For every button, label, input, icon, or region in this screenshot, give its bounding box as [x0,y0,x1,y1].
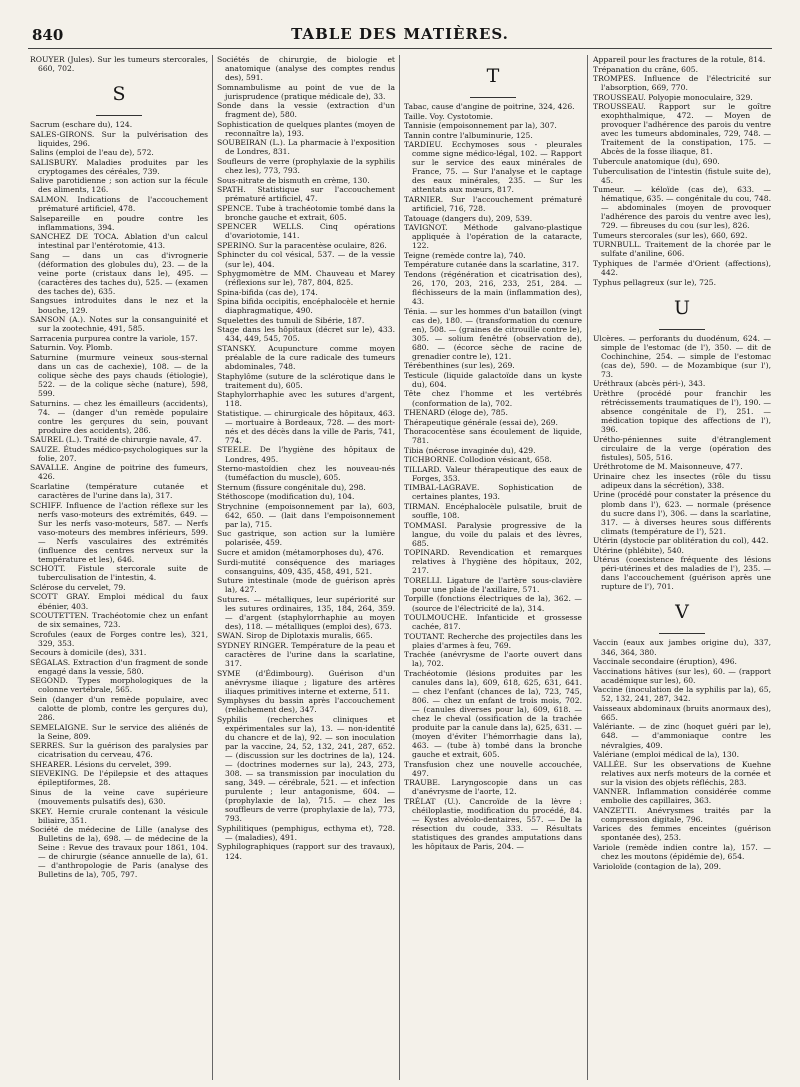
index-entry: Syphilitiques (pemphigus, ecthyma et), 728. — (maladies), 491. [217,823,395,842]
index-entry: Saturnin. Voy. Plomb. [30,343,113,353]
index-entry: Sociétés de chirurgie, de biologie et anatomique (analyse des comptes rendus des), 591. [217,55,395,83]
index-entry: SEGOND. Types morphologiques de la colonne vertébrale, 565. [30,676,208,695]
index-entry: SWAN. Sirop de Diplotaxis muralis, 665. [217,631,373,641]
index-entry: SANSON (A.). Notes sur la consanguinité et sur la zootechnie, 491, 585. [30,315,208,334]
index-entry: SAVALLE. Angine de poitrine des fumeurs, 426. [30,463,208,482]
section-letter: T [486,65,500,87]
index-entry: Urinaire chez les insectes (rôle du tissu adipeux dans la sécrétion), 338. [593,471,771,490]
index-entry: SAUZE. Études médico-psychologiques sur la folie, 207. [30,444,208,463]
index-entry: Taille. Voy. Cystotomie. [404,111,493,121]
index-entry: Tannin contre l'albuminurie, 125. [404,130,533,140]
index-entry: SCHIFF. Influence de l'action réflexe sur les nerfs vaso-moteurs des extrémités, 649. — Sur les nerfs vaso-moteurs, 587. — Nerfs vaso-moteurs des membres inférieurs, 599. — Nerfs vasculaires des extrémités (influence des centres nerveux sur la température et les), 646. [30,500,208,564]
index-entry: Trachéotomie (lésions produites par les canules dans la), 609, 618, 625, 631, 641. — chez l'enfant (chances de la), 723, 745, 806. — chez un enfant de trois mois, 702. — (canules diverses pour la), 609, 618. — chez le cheval (ossification de la trachée produite par la canule dans la), 625, 631. — (moyen d'éviter l'hémorrhagie dans la), 463. — (tube à) tombé dans la bronche gauche et extrait, 605. [404,668,582,760]
index-entry: Sophistication de quelques plantes (moyen de reconnaître la), 193. [217,119,395,138]
index-entry: SÉGALAS. Extraction d'un fragment de sonde engagé dans la vessie, 580. [30,657,208,676]
index-entry: Sangsues introduites dans le nez et la bouche, 129. [30,296,208,315]
index-entry: Typhiques de l'armée d'Orient (affections), 442. [593,259,771,278]
index-entry: STANSKY. Acupuncture comme moyen préalable de la cure radicale des tumeurs abdominales, 748. [217,343,395,372]
index-entry: TARNIER. Sur l'accouchement prématuré artificiel, 716, 728. [404,194,582,214]
index-entry: TURNBULL. Traitement de la chorée par le sulfate d'aniline, 606. [593,240,771,259]
index-entry: SALMON. Indications de l'accouchement prématuré artificiel, 478. [30,194,208,214]
index-entry: Uréthraux (abcès péri-), 343. [593,379,706,389]
index-entry: Tête chez l'homme et les vertébrés (conformation de la), 702. [404,389,582,408]
index-column-1 [30,55,208,1080]
index-entry: ROUYER (Jules). Sur les tumeurs stercorales, 660, 702. [30,55,208,74]
index-entry: Tubercule anatomique (du), 690. [593,157,720,167]
index-entry: SYDNEY RINGER. Température de la peau et caractères de l'urine dans la scarlatine, 317. [217,640,395,669]
index-entry: Sphincter du col vésical, 537. — de la vessie (sur le), 404. [217,250,395,269]
index-entry: Symphyses du bassin après l'accouchement (relâchement des), 347. [217,696,395,715]
index-entry: TORELLI. Ligature de l'artère sous-clavière pour une plaie de l'axillaire, 571. [404,575,582,594]
index-entry: Staphylorrhaphie avec les sutures d'argent, 118. [217,390,395,409]
index-entry: Secours à domicile (des), 331. [30,648,147,658]
index-entry: Sphygmomètre de MM. Chauveau et Marey (réflexions sur le), 787, 804, 825. [217,269,395,288]
section-rule [659,633,705,634]
index-entry: SPATH. Statistique sur l'accouchement prématuré artificiel, 47. [217,185,395,204]
index-entry: Thérapeutique générale (essai de), 269. [404,417,558,427]
index-entry: Vaisseaux abdominaux (bruits anormaux des), 665. [593,703,771,722]
index-entry: TOMMASI. Paralysie progressive de la langue, du voile du palais et des lèvres, 685. [404,520,582,548]
index-entry: Sang — dans un cas d'ivrognerie (déformation des globules du), 23. — de la veine porte (cristaux dans le), 495. — (caractères des taches du), 525. — (examen des taches de), 635. [30,250,208,296]
index-entry: Strychnine (empoisonnement par la), 603, 642, 650. — (lait dans l'empoisonnement par la), 715. [217,501,395,529]
index-entry: Sacrum (eschare du), 124. [30,120,133,130]
index-entry: Surdi-mutité conséquence des mariages consanguins, 409, 435, 458, 491, 521. [217,557,395,576]
index-entry: Sucre et amidon (métamorphoses du), 476. [217,547,384,557]
column-divider [212,55,213,1080]
index-entry: Valériante. — de zinc (hoquet guéri par le), 648. — d'ammoniaque contre les névralgies, 409. [593,722,771,750]
index-entry: SCOTT GRAY. Emploi médical du faux ébénier, 403. [30,592,208,611]
index-entry: Sclérose du cervelet, 79. [30,582,126,592]
index-entry: Urétho-péniennes suite d'étranglement circulaire de la verge (opération des fistules), 505, 516. [593,434,771,462]
index-entry: Staphylôme (suture de la sclérotique dans le traitement du), 605. [217,371,395,390]
index-entry: Salins (emploi de l'eau de), 572. [30,148,154,158]
index-entry: Varices des femmes enceintes (guérison spontanée des), 253. [593,824,771,843]
index-entry: TAVIGNOT. Méthode galvano-plastique appliquée à l'opération de la cataracte, 122. [404,223,582,251]
index-entry: VANNER. Inflammation considérée comme embolie des capillaires, 363. [593,787,771,806]
index-entry: Typhus pellagreux (sur le), 725. [593,277,717,287]
column-divider [399,55,400,1080]
index-entry: SCHOTT. Fistule stercorale suite de tuberculisation de l'intestin, 4. [30,564,208,583]
index-entry: STEELE. De l'hygiène des hôpitaux de Londres, 495. [217,445,395,464]
index-entry: Scarlatine (température cutanée et caractères de l'urine dans la), 317. [30,481,208,500]
index-entry: Sonde dans la vessie (extraction d'un fragment de), 580. [217,101,395,120]
index-entry: Thoracocentèse sans écoulement de liquide, 781. [404,427,582,446]
index-entry: Vaccinations hâtives (sur les), 60. — (rapport académique sur les), 60. [593,666,771,685]
index-entry: Tuberculisation de l'intestin (fistule suite de), 45. [593,166,771,185]
index-entry: Sous-nitrate de bismuth en crème, 130. [217,175,370,185]
index-entry: Sutures. — métalliques, leur supériorité sur les sutures ordinaires, 135, 184, 264, 359. — d'argent (staphylorrhaphie au moyen des), 118. — métalliques (emploi des), 673. [217,594,395,631]
index-entry: Valériane (emploi médical de la), 130. [593,750,740,760]
index-entry: SALES-GIRONS. Sur la pulvérisation des liquides, 296. [30,129,208,148]
index-entry: VALLÉE. Sur les observations de Kuehne relatives aux nerfs moteurs de la cornée et sur la vision des objets réfléchis, 283. [593,759,771,787]
index-entry: Syphilographiques (rapport sur des travaux), 124. [217,842,395,861]
index-entry: Utérus (coexistence fréquente des lésions péri-utérines et des maladies de l'), 235. — dans l'accouchement (guérison après une rupture de l'), 701. [593,555,771,592]
index-column-2 [217,55,395,1080]
index-entry: Tatouage (dangers du), 209, 539. [404,213,533,223]
index-entry: Sarracenia purpurea contre la variole, 157. [30,333,198,343]
index-entry: TROMPES. Influence de l'électricité sur l'absorption, 669, 770. [593,74,771,93]
index-entry: SCOUTETTEN. Trachéotomie chez un enfant de six semaines, 723. [30,611,208,630]
index-entry: TOPINARD. Revendication et remarques relatives à l'hygiène des hôpitaux, 202, 217. [404,548,582,576]
index-entry: TRAUBE. Laryngoscopie dans un cas d'anévrysme de l'aorte, 12. [404,778,582,797]
index-entry: SPENCER WELLS. Cinq opérations d'ovariotomie, 141. [217,222,395,241]
index-entry: Vaccin (eaux aux jambes origine du), 337, 346, 364, 380. [593,638,771,657]
index-entry: Sein (danger d'un remède populaire, avec calotte de plomb, contre les gerçures du), 286. [30,695,208,723]
index-entry: SKEY. Hernie crurale contenant la vésicule biliaire, 351. [30,806,208,825]
running-title: TABLE DES MATIÈRES. [291,25,509,43]
index-entry: Statistique. — chirurgicale des hôpitaux, 463. — mortuaire à Bordeaux, 728. — des mort-nés et des décès dans la ville de Paris, 741, 774. [217,408,395,445]
index-entry: Urèthre (procédé pour franchir les rétrécissements traumatiques de l'), 190. — absence congénitale de l'), 251. — médication topique des affections de l'), 396. [593,388,771,435]
section-letter: U [673,296,690,319]
index-entry: Transfusion chez une nouvelle accouchée, 497. [404,759,582,778]
section-rule [659,329,705,330]
index-entry: Uréthrotome de M. Maisonneuve, 477. [593,462,743,472]
index-entry: SPERINO. Sur la paracentèse oculaire, 826. [217,240,387,250]
index-entry: Térébenthines (sur les), 269. [404,361,515,371]
index-entry: Salsepareille en poudre contre les inflammations, 394. [30,213,208,232]
index-entry: SALISBURY. Maladies produites par les cryptogames des céréales, 739. [30,157,208,176]
index-entry: TARDIEU. Ecchymoses sous - pleurales comme signe médico-légal, 102. — Rapport sur le service des eaux minérales de France, 75. — Sur l'analyse et le captage des eaux minérales, 235. — Sur les attentats aux mœurs, 817. [404,140,582,195]
index-entry: Température cutanée dans la scarlatine, 317. [404,260,580,270]
index-entry: SPENCE. Tube à trachéotomie tombé dans la bronche gauche et extrait, 605. [217,203,395,222]
index-entry: Ténia. — sur les hommes d'un bataillon (vingt cas de), 180. — (transformation du cœnure en), 508. — (graines de citrouille contre le), 305. — solium fenêtré (observation de), 680. — (écorce sèche de racine de grenadier contre le), 121. [404,306,582,361]
index-entry: TIMBAL-LAGRAVE. Sophistication de certaines plantes, 193. [404,483,582,502]
index-entry: Trachée (anévrysme de l'aorte ouvert dans la), 702. [404,650,582,669]
section-letter: S [112,83,126,106]
section-rule [470,97,516,98]
index-entry: TILLARD. Valeur thérapeutique des eaux de Forges, 353. [404,464,582,483]
index-entry: SHEARER. Lésions du cervelet, 399. [30,759,172,769]
index-entry: Tabac, cause d'angine de poitrine, 324, 426. [404,102,575,111]
index-entry: Spina-bifida (cas de), 174. [217,287,318,297]
index-entry: VANZETTI. Anévrysmes traités par la compression digitale, 796. [593,805,771,824]
index-entry: Ulcères. — perforants du duodénum, 624. — simple de l'estomac (de l'), 350. — dit de Cochinchine, 254. — simple de l'estomac (cas de), 590. — de Mozambique (sur l'), 73. [593,333,771,379]
index-entry: TICHBORNE. Collodion vésicant, 658. [404,455,552,465]
index-entry: Testicule (liquide galactoïde dans un kyste du), 604. [404,370,582,389]
index-entry: Sternum (fissure congénitale du), 298. [217,482,366,492]
index-entry: TROUSSEAU. Polyopie monoculaire, 329. [593,92,753,102]
index-entry: Urine (procédé pour constater la présence du plomb dans l'), 623. — normale (présence du sucre dans l'), 306. — dans la scarlatine, 317. — à diverses heures sous différents climats (température de l'), 521. [593,490,771,536]
index-column-3 [404,55,582,1080]
index-entry: Stéthoscope (modification du), 104. [217,492,355,502]
index-entry: Tannisie (empoisonnement par la), 307. [404,121,557,131]
index-entry: Syphilis (recherches cliniques et expérimentales sur la), 13. — non-identité du chancre et de la), 92. — son inoculation par la vaccine, 24, 52, 132, 241, 287, 652. — (discussion sur les doctrines de la), 124. — (doctrines modernes sur la), 243, 273, 308. — sa transmission par inoculation du sang, 349. — cérébrale, 521. — et infection purulente ; leur antagonisme, 604. — (prophylaxie de la), 715. — chez les souffleurs de verre (prophylaxie de la), 773, 793. [217,714,395,824]
index-entry: SEMELAIGNE. Sur le service des aliénés de la Seine, 809. [30,722,208,741]
index-entry: Torpille (fonctions électriques de la), 362. — (source de l'électricité de la), 314. [404,594,582,613]
section-rule [96,115,142,116]
index-entry: Vaccine (inoculation de la syphilis par la), 65, 52, 132, 241, 287, 342. [593,685,771,704]
index-entry: Tumeur. — kéloïde (cas de), 633. — hématique, 635. — congénitale du cou, 748. — abdominales (moyen de provoquer l'adhérence des parois du ventre avec les), 729. — fibreuses du cou (sur les), 826. [593,185,771,231]
index-entry: TOUTANT. Recherche des projectiles dans les plaies d'armes à feu, 769. [404,631,582,650]
index-entry: Saturnins. — chez les émailleurs (accidents), 74. — (danger d'un remède populaire contre les gerçures du sein, pouvant produire des accidents), 286. [30,398,208,435]
index-entry: Société de médecine de Lille (analyse des Bulletins de la), 698. — de médecine de la Seine : Revue des travaux pour 1861, 104. — de chirurgie (séance annuelle de la), 61. — d'anthropologie de Paris (analyse des Bulletins de la), 705, 797. [30,825,208,880]
index-entry: Sterno-mastoïdien chez les nouveau-nés (tuméfaction du muscle), 605. [217,464,395,483]
index-entry: TROUSSEAU. Rapport sur le goître exophthalmique, 472. — Moyen de provoquer l'adhérence des parois du ventre avec les tumeurs abdominales, 729, 748. — Traitement de la constipation, 175. — Abcès de la fosse iliaque, 81. [593,102,771,157]
index-entry: Teigne (remède contre la), 740. [404,250,526,260]
index-entry: SIEVEKING. De l'épilepsie et des attaques épileptiformes, 28. [30,769,208,788]
index-entry: Tendons (régénération et cicatrisation des), 26, 170, 203, 216, 233, 251, 284. — fléchisseurs de la main (inflammation des), 43. [404,269,582,306]
index-entry: Soufleurs de verre (prophylaxie de la syphilis chez les), 773, 793. [217,157,395,176]
index-entry: TRÉLAT (U.). Cancroïde de la lèvre : chéiloplastie, modification du procédé, 84. — Kystes alvéolo-dentaires, 557. — De la résection du coude, 333. — Résultats statistiques des grandes amputations dans les hôpitaux de Paris, 204. — [404,797,582,852]
column-divider [587,55,588,1080]
index-entry: Suture intestinale (mode de guérison après la), 427. [217,576,395,595]
index-entry: TIRMAN. Encéphalocèle pulsatile, bruit de souffle, 108. [404,502,582,521]
index-entry: Scrofules (eaux de Forges contre les), 321, 329, 353. [30,629,208,648]
index-entry: Stage dans les hôpitaux (décret sur le), 433. 434, 449, 545, 705. [217,325,395,344]
index-entry: Tibia (nécrose invaginée du), 429. [404,445,536,455]
page-number: 840 [32,26,64,44]
index-entry: Tumeurs stercorales (sur les), 660, 692. [593,230,748,240]
index-entry: Spina bifida occipitis, encéphalocèle et hernie diaphragmatique, 490. [217,297,395,316]
section-letter: V [675,601,689,624]
index-entry: Vaccinale secondaire (éruption), 496. [593,657,737,667]
index-entry: Sinus de la veine cave supérieure (mouvements pulsatifs des), 630. [30,787,208,807]
index-entry: SAUREL (L.). Traité de chirurgie navale, 47. [30,435,202,445]
index-entry: THENARD (éloge de), 785. [404,408,508,418]
index-entry: Saturnine (murmure veineux sous-sternal dans un cas de cachexie), 108. — de la colique sèche des pays chauds (étiologie), 522. — de la colique sèche (nature), 598, 599. [30,352,208,398]
index-entry: SOUBEIRAN (L.). La pharmacie à l'exposition de Londres, 831. [217,138,395,157]
index-entry: Varioloïde (contagion de la), 209. [593,861,721,871]
index-entry: SERRES. Sur la guérison des paralysies par cicatrisation du cerveau, 476. [30,741,208,760]
index-column-4 [593,55,771,1080]
index-entry: Appareil pour les fractures de la rotule, 814. [593,55,766,64]
index-entry: Utérine (phlébite), 540. [593,545,684,555]
index-entry: TOULMOUCHE. Infanticide et grossesse cachée, 817. [404,613,582,632]
index-entry: Utérin (dystocie par oblitération du col), 442. [593,536,769,546]
index-entry: Squelettes des tumuli de Sibérie, 187. [217,315,365,325]
index-entry: Suc gastrique, son action sur la lumière polarisée, 459. [217,529,395,548]
page-header [28,18,772,49]
index-entry: Trépanation du crâne, 605. [593,64,699,74]
index-columns [30,55,772,1080]
index-entry: SYME (d'Édimbourg). Guérison d'un anévrysme iliaque ; ligature des artères iliaques primitives interne et externe, 511. [217,668,395,696]
index-entry: Variole (remède indien contre la), 157. — chez les moutons (épidémie de), 654. [593,843,771,862]
index-entry: Salive parotidienne ; son action sur la fécule des aliments, 126. [30,176,208,195]
index-entry: Somnambulisme au point de vue de la jurisprudence (pratique médicale de), 33. [217,82,395,101]
index-entry: SANCHEZ DE TOCA. Ablation d'un calcul intestinal par l'entérotomie, 413. [30,232,208,251]
